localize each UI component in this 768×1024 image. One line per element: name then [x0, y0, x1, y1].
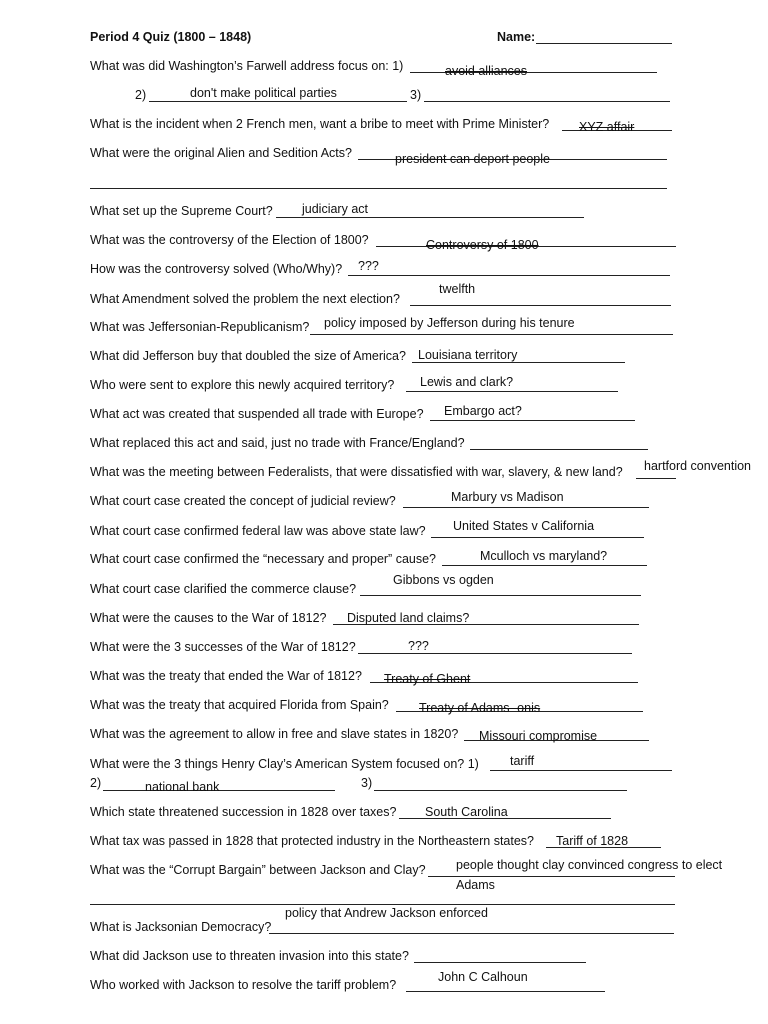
answer-text: Louisiana territory: [418, 348, 518, 362]
question-text: Who were sent to explore this newly acquired territory?: [90, 378, 395, 392]
answer-line[interactable]: [90, 188, 667, 189]
question-text: What court case confirmed the “necessary and proper” cause?: [90, 552, 437, 566]
answer-text: ???: [358, 259, 379, 273]
name-label: Name:: [497, 30, 536, 44]
question-text: 2): [90, 776, 102, 790]
question-text: What did Jefferson buy that doubled the size of America?: [90, 349, 406, 363]
answer-line[interactable]: [431, 537, 644, 538]
name-field[interactable]: [536, 43, 672, 44]
answer-line[interactable]: [374, 790, 627, 791]
answer-line[interactable]: [490, 770, 672, 771]
answer-text: Gibbons vs ogden: [393, 573, 494, 587]
question-text: What is Jacksonian Democracy?: [90, 920, 272, 934]
page-title: Period 4 Quiz (1800 – 1848): [90, 30, 252, 44]
answer-text: Treaty of Ghent: [384, 672, 471, 686]
answer-line[interactable]: [470, 449, 648, 450]
answer-text: avoid alliances: [445, 64, 527, 78]
answer-line[interactable]: [406, 391, 618, 392]
answer-text: hartford convention: [644, 459, 752, 473]
question-text: 2): [135, 88, 147, 102]
answer-text: policy that Andrew Jackson enforced: [285, 906, 488, 920]
answer-text: people thought clay convinced congress to elect: [456, 858, 723, 872]
question-text: What was the “Corrupt Bargain” between Jackson and Clay?: [90, 863, 426, 877]
answer-text: tariff: [510, 754, 535, 768]
answer-text: national bank: [145, 780, 220, 794]
answer-line[interactable]: [424, 101, 670, 102]
answer-text: Missouri compromise: [479, 729, 598, 743]
answer-text: twelfth: [439, 282, 476, 296]
answer-line[interactable]: [90, 904, 675, 905]
answer-line[interactable]: [149, 101, 407, 102]
question-text: What tax was passed in 1828 that protected industry in the Northeastern states?: [90, 834, 535, 848]
answer-line[interactable]: [348, 275, 670, 276]
answer-text: judiciary act: [302, 202, 368, 216]
question-text: What court case created the concept of judicial review?: [90, 494, 396, 508]
answer-line[interactable]: [360, 595, 641, 596]
question-text: What was Jeffersonian-Republicanism?: [90, 320, 310, 334]
question-text: 3): [410, 88, 422, 102]
question-text: What was the treaty that ended the War of 1812?: [90, 669, 362, 683]
question-text: What act was created that suspended all trade with Europe?: [90, 407, 424, 421]
question-text: What did Jackson use to threaten invasion into this state?: [90, 949, 409, 963]
answer-line[interactable]: [428, 876, 675, 877]
answer-text: XYZ affair: [579, 120, 635, 134]
answer-line[interactable]: [410, 305, 671, 306]
question-text: What set up the Supreme Court?: [90, 204, 273, 218]
answer-line[interactable]: [442, 565, 647, 566]
question-text: What court case confirmed federal law was above state law?: [90, 524, 426, 538]
answer-line[interactable]: [269, 933, 674, 934]
answer-line[interactable]: [403, 507, 649, 508]
answer-text: Adams: [456, 878, 495, 892]
question-text: What court case clarified the commerce clause?: [90, 582, 357, 596]
answer-line[interactable]: [276, 217, 584, 218]
answer-text: Disputed land claims?: [347, 611, 470, 625]
question-text: What is the incident when 2 French men, want a bribe to meet with Prime Minister?: [90, 117, 550, 131]
question-text: How was the controversy solved (Who/Why)?: [90, 262, 343, 276]
answer-text: president can deport people: [395, 152, 550, 166]
question-text: What was the controversy of the Election of 1800?: [90, 233, 369, 247]
answer-text: ???: [408, 639, 429, 653]
answer-text: South Carolina: [425, 805, 508, 819]
answer-text: Tariff of 1828: [556, 834, 629, 848]
answer-text: Controversy of 1800: [426, 238, 539, 252]
answer-text: United States v California: [453, 519, 595, 533]
question-text: Which state threatened succession in 1828 over taxes?: [90, 805, 397, 819]
question-text: What was the agreement to allow in free and slave states in 1820?: [90, 727, 459, 741]
question-text: What was the treaty that acquired Florida from Spain?: [90, 698, 389, 712]
answer-text: Lewis and clark?: [420, 375, 514, 389]
question-text: What were the 3 successes of the War of 1812?: [90, 640, 356, 654]
question-text: What was did Washington’s Farwell address focus on: 1): [90, 59, 404, 73]
answer-text: policy imposed by Jefferson during his tenure: [324, 316, 575, 330]
answer-line[interactable]: [414, 962, 586, 963]
answer-text: don't make political parties: [190, 86, 337, 100]
question-text: What replaced this act and said, just no trade with France/England?: [90, 436, 465, 450]
question-text: What was the meeting between Federalists, that were dissatisfied with war, slavery, & new land?: [90, 465, 623, 479]
answer-line[interactable]: [310, 334, 673, 335]
question-text: What were the causes to the War of 1812?: [90, 611, 327, 625]
answer-line[interactable]: [406, 991, 605, 992]
answer-text: Embargo act?: [444, 404, 522, 418]
question-text: 3): [361, 776, 373, 790]
question-text: What were the 3 things Henry Clay’s American System focused on? 1): [90, 757, 479, 771]
answer-text: Treaty of Adams -onis: [419, 701, 541, 715]
question-text: What were the original Alien and Sedition Acts?: [90, 146, 352, 160]
answer-line[interactable]: [358, 653, 632, 654]
answer-text: Marbury vs Madison: [451, 490, 564, 504]
question-text: What Amendment solved the problem the next election?: [90, 292, 400, 306]
answer-text: Mculloch vs maryland?: [480, 549, 608, 563]
question-text: Who worked with Jackson to resolve the tariff problem?: [90, 978, 397, 992]
answer-line[interactable]: [636, 478, 676, 479]
answer-line[interactable]: [430, 420, 635, 421]
answer-text: John C Calhoun: [438, 970, 528, 984]
